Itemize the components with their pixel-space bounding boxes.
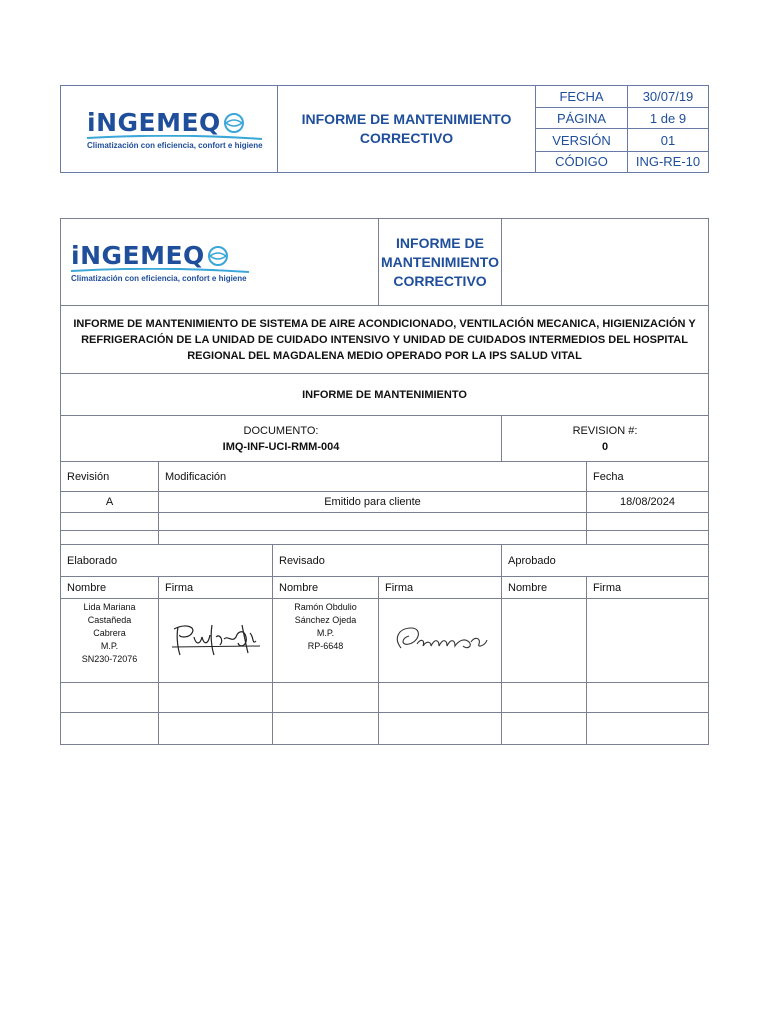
reviewed-signature-header: Firma [379,577,502,599]
meta-value-codigo: ING-RE-10 [628,151,709,172]
meta-label-pagina: PÁGINA [536,108,628,129]
revision-row-modification [159,531,587,545]
reviewed-name-line: Sánchez Ojeda [294,615,357,625]
empty-cell [379,713,502,745]
reviewed-signature-cell [379,599,502,683]
prepared-name-header: Nombre [61,577,159,599]
logo-cell [61,86,278,173]
approved-name-header: Nombre [502,577,587,599]
company-logo [61,108,277,150]
header-table [60,85,709,173]
form-company-logo [61,241,378,283]
empty-cell [273,683,379,713]
form-logo-wordmark: iNGEMEQ [71,241,205,270]
header-title-line2: CORRECTIVO [359,130,454,146]
empty-cell [273,713,379,745]
approval-header-approved: Aprobado [502,545,709,577]
revision-row-date: 18/08/2024 [587,492,709,513]
prepared-name-line: Castañeda [87,615,132,625]
form-title-line2: CORRECTIVO [393,272,487,289]
empty-cell [587,713,709,745]
globe-icon [207,245,229,267]
approved-signature-cell [587,599,709,683]
prepared-signature-cell [159,599,273,683]
empty-cell [502,713,587,745]
document-label: DOCUMENTO: [243,424,319,437]
empty-cell [502,683,587,713]
approved-name-cell [502,599,587,683]
reviewed-name-line: M.P. [316,628,335,638]
empty-cell [61,713,159,745]
revision-row-code [61,531,159,545]
prepared-signature-header: Firma [159,577,273,599]
prepared-name-line: Lida Mariana [83,602,136,612]
report-description-text: INFORME DE MANTENIMIENTO DE SISTEMA DE AIRE ACONDICIONADO, VENTILACIÓN MECANICA, HIGIENIZACIÓN Y REFRIGERACIÓN DE LA UNIDAD DE CUIDADO INTENSIVO Y UNIDAD DE CUIDADOS INTERMEDIOS DEL HOSPITAL REGIONAL DEL MAGDALENA MEDIO OPERADO POR LA IPS SALUD VITAL [73,317,696,362]
revision-row-date [587,513,709,531]
header-title-cell [278,86,536,173]
prepared-name-cell [61,599,159,683]
approved-signature-header: Firma [587,577,709,599]
globe-icon [223,112,245,134]
reviewed-name-line: Ramón Obdulio [294,602,357,612]
prepared-name-line: M.P. [100,641,119,651]
empty-cell [61,683,159,713]
document-code: IMQ-INF-UCI-RMM-004 [222,440,340,453]
revision-label: REVISION #: [572,424,638,437]
meta-label-fecha: FECHA [536,86,628,108]
meta-value-pagina: 1 de 9 [628,108,709,129]
approval-header-reviewed: Revisado [273,545,502,577]
approval-header-prepared: Elaborado [61,545,273,577]
meta-value-version: 01 [628,129,709,151]
prepared-name-line: SN230-72076 [81,654,138,664]
empty-cell [379,683,502,713]
empty-cell [587,683,709,713]
empty-cell [159,713,273,745]
reviewed-name-header: Nombre [273,577,379,599]
document-cell [61,416,502,462]
meta-label-codigo: CÓDIGO [536,151,628,172]
reviewed-name-cell [273,599,379,683]
revision-number: 0 [601,440,609,453]
handwritten-signature-icon [166,615,266,661]
form-logo-cell [61,219,379,306]
maintenance-form [60,218,709,745]
revision-cell [502,416,709,462]
logo-wordmark: iNGEMEQ [87,108,221,137]
form-title-line1: INFORME DE MANTENIMIENTO [381,234,499,270]
form-blank-cell [502,219,709,306]
meta-value-fecha: 30/07/19 [628,86,709,108]
revisions-header-revision: Revisión [61,462,159,492]
meta-label-version: VERSIÓN [536,129,628,151]
header-title-line1: INFORME DE MANTENIMIENTO [301,111,512,127]
handwritten-signature-icon [385,618,495,658]
prepared-name-line: Cabrera [93,628,126,638]
revision-row-modification: Emitido para cliente [159,492,587,513]
revisions-header-date: Fecha [587,462,709,492]
revision-row-modification [159,513,587,531]
revision-row-date [587,531,709,545]
reviewed-name-line: RP-6648 [307,641,344,651]
revision-row-code: A [61,492,159,513]
section-title: INFORME DE MANTENIMIENTO [61,374,709,416]
revisions-header-modification: Modificación [159,462,587,492]
empty-cell [159,683,273,713]
logo-tagline: Climatización con eficiencia, confort e higiene [87,141,263,150]
form-title-cell [379,219,502,306]
form-logo-tagline: Climatización con eficiencia, confort e higiene [71,274,247,283]
report-description [61,306,709,374]
revision-row-code [61,513,159,531]
